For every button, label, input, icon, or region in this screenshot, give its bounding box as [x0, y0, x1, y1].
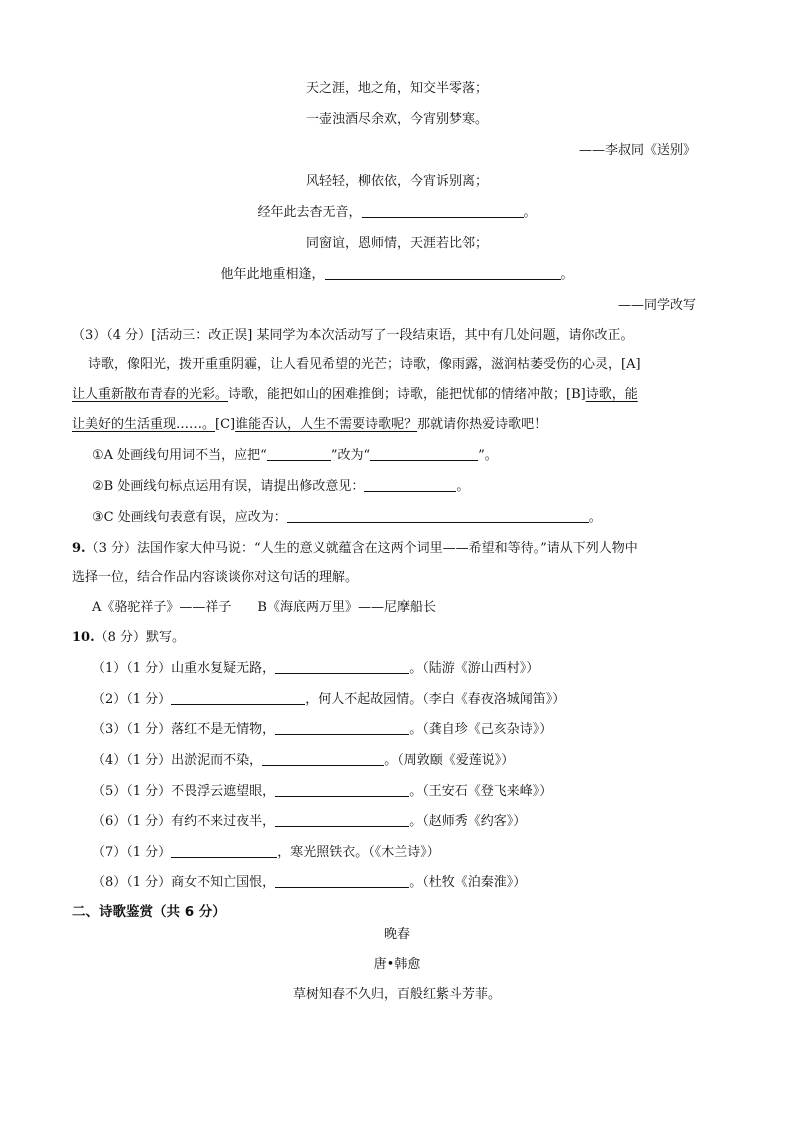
poem2-line4 [0, 266, 794, 284]
q10-item-4-suffix: 。（周敦颐《爱莲说》） [384, 753, 515, 768]
q3-item-c-prefix: ③C 处画线句表意有误，应改为： [92, 510, 287, 525]
q10-item-3-suffix: 。（龚自珍《己亥杂诗》） [409, 722, 553, 737]
q10-item-2-prefix: （2）（1 分） [92, 692, 172, 707]
q3-paragraph-line3 [72, 416, 547, 434]
q9-line2: 选择一位，结合作品内容谈谈你对这句话的理解。 [72, 570, 359, 585]
q10-header-text: （8 分）默写。 [94, 630, 186, 645]
q10-item-3 [92, 721, 552, 739]
poem2-line2-text: 经年此去杳无音， [257, 205, 362, 220]
q3-item-a-blank1[interactable] [267, 447, 331, 461]
q3-header: （3）（4 分）[活动三：改正误] 某同学为本次活动写了一段结束语，其中有几处问题，请你改正。 [72, 328, 634, 343]
q10-item-6 [92, 813, 526, 831]
q10-item-1-blank[interactable] [275, 660, 409, 674]
q10-item-4-blank[interactable] [262, 752, 384, 766]
poem2-line4-suffix: 。 [560, 267, 574, 282]
q3-item-c-blank[interactable] [287, 509, 589, 523]
section2-heading: 二、诗歌鉴赏（共 6 分） [72, 904, 226, 920]
poem2-line4-text: 他年此地重相逢， [220, 267, 325, 282]
q10-item-2-suffix: ，何人不起故园情。（李白《春夜洛城闻笛》） [305, 692, 566, 707]
q3-item-b-suffix: 。 [456, 479, 470, 494]
q10-item-6-blank[interactable] [275, 813, 409, 827]
q10-item-8-blank[interactable] [275, 874, 409, 888]
q3-item-c [92, 509, 602, 527]
q10-item-1-suffix: 。（陆游《游山西村》） [409, 661, 540, 676]
q3-underline-a: 让人重新散布青春的光彩。 [72, 387, 229, 402]
q3-paragraph-line1: 诗歌，像阳光，拨开重重阴霾，让人看见希望的光芒；诗歌，像雨露，滋润枯萎受伤的心灵，[A] [88, 357, 641, 372]
poem-title: 晚春 [383, 927, 410, 942]
poem2-line2-blank[interactable] [362, 204, 524, 218]
q10-item-5 [92, 783, 552, 801]
q3-item-b [92, 478, 469, 496]
q3-item-b-prefix: ②B 处画线句标点运用有误，请提出修改意见： [92, 479, 365, 494]
q10-item-7-blank[interactable] [171, 844, 277, 858]
q9-number: 9. [72, 541, 86, 556]
q3-line3-text: 那就请你热爱诗歌吧！ [417, 417, 548, 432]
q3-underline-b-end: 让美好的生活重现……。 [72, 417, 216, 432]
q3-item-a-blank2[interactable] [370, 447, 478, 461]
poem1-line2: 一壶浊酒尽余欢，今宵别梦寒。 [305, 112, 488, 127]
poem2-line4-blank[interactable] [325, 266, 561, 280]
q10-item-5-suffix: 。（王安石《登飞来峰》） [409, 784, 553, 799]
poem2-line2 [0, 204, 794, 222]
q10-item-5-prefix: （5）（1 分）不畏浮云遮望眼， [92, 784, 276, 799]
poem1-attribution: ——李叔同《送别》 [578, 143, 696, 158]
q3-item-c-suffix: 。 [588, 510, 602, 525]
q10-item-6-prefix: （6）（1 分）有约不来过夜半， [92, 814, 276, 829]
poem2-line1: 风轻轻，柳依依，今宵诉别离； [305, 174, 488, 189]
q9-options [92, 599, 436, 617]
q9-option-b: B《海底两万里》——尼摩船长 [257, 600, 436, 615]
poem2-line3: 同窗谊，恩师情，天涯若比邻； [305, 236, 488, 251]
q3-line2-text: 诗歌，能把如山的困难推倒；诗歌，能把忧郁的情绪冲散；[B] [228, 387, 586, 402]
q10-item-8 [92, 874, 526, 892]
q10-item-7-prefix: （7）（1 分） [92, 845, 172, 860]
q3-paragraph-line2 [72, 386, 638, 404]
q3-item-a-mid: ”改为“ [330, 448, 371, 463]
q10-item-6-suffix: 。（赵师秀《约客》） [409, 814, 527, 829]
poem-line1: 草树知春不久归，百般红紫斗芳菲。 [292, 987, 501, 1002]
q10-item-7 [92, 844, 440, 862]
q10-item-8-suffix: 。（杜牧《泊秦淮》） [409, 875, 527, 890]
q3-underline-b-start: 诗歌，能 [585, 387, 638, 402]
q3-underline-c: 谁能否认，人生不需要诗歌呢？ [235, 417, 418, 432]
poem1-line1: 天之涯，地之角，知交半零落； [305, 81, 488, 96]
poem-author: 唐•韩愈 [373, 957, 421, 972]
q10-item-8-prefix: （8）（1 分）商女不知亡国恨， [92, 875, 276, 890]
q10-number: 10. [72, 630, 95, 645]
q10-item-4-prefix: （4）（1 分）出淤泥而不染， [92, 753, 263, 768]
q10-item-4 [92, 752, 514, 770]
q10-item-2-blank[interactable] [171, 691, 305, 705]
q10-item-3-blank[interactable] [275, 721, 409, 735]
q9-text1: （3 分）法国作家大仲马说：“人生的意义就蕴含在这两个词里——希望和等待。”请从下列人物中 [85, 541, 638, 556]
q10-header [72, 629, 185, 647]
poem2-attribution: ——同学改写 [617, 298, 696, 313]
q3-item-a-prefix: ①A 处画线句用词不当，应把“ [92, 448, 267, 463]
q10-item-5-blank[interactable] [275, 783, 409, 797]
poem2-line2-suffix: 。 [523, 205, 537, 220]
q10-item-7-suffix: ，寒光照铁衣。（《木兰诗》） [277, 845, 440, 860]
q3-item-a-suffix: ”。 [478, 448, 498, 463]
q10-item-3-prefix: （3）（1 分）落红不是无情物， [92, 722, 276, 737]
q3-item-b-blank[interactable] [364, 478, 456, 492]
q10-item-2 [92, 691, 565, 709]
q3-item-a [92, 447, 498, 465]
q9-line1 [72, 540, 638, 558]
q3-marker-c: [C] [215, 417, 236, 432]
q10-item-1 [92, 660, 539, 678]
q9-option-a: A《骆驼祥子》——祥子 [92, 600, 232, 615]
q10-item-1-prefix: （1）（1 分）山重水复疑无路， [92, 661, 276, 676]
